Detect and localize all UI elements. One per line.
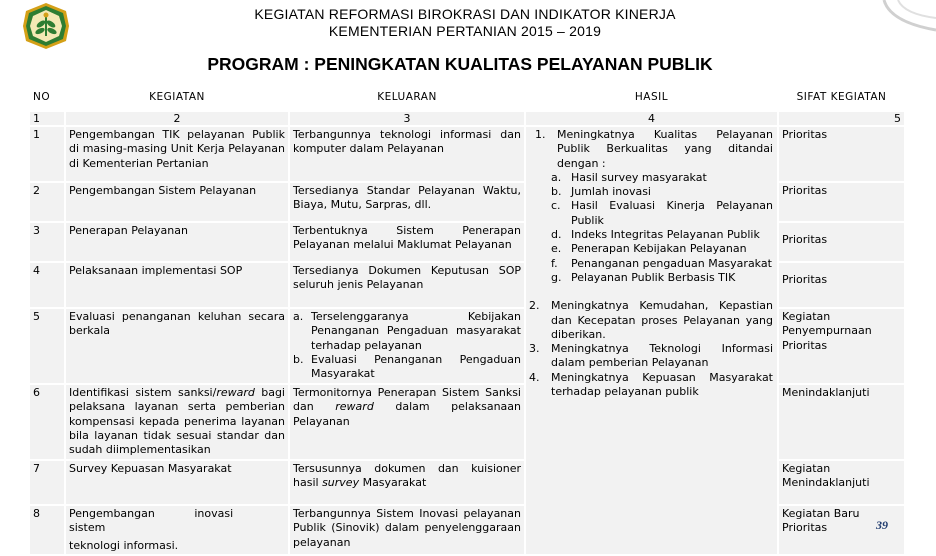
keluaran-cell: Terbentuknya Sistem Penerapan Pelayanan melalui Maklumat Pelayanan [289, 222, 525, 262]
sifat-cell: Kegiatan Penyempurnaan Prioritas [778, 308, 905, 384]
hasil-item-text: Meningkatnya Kepuasan Masyarakat terhadap pelayanan publik [551, 370, 773, 399]
col-header-keluaran: KELUARAN [289, 83, 525, 111]
hasil-subitem: g. Pelayanan Publik Berbasis TIK [551, 270, 736, 284]
keluaran-cell: Termonitornya Penerapan Sistem Sanksi dan reward dalam pelaksanaan Pelayanan [289, 384, 525, 460]
hasil-cell [525, 126, 778, 555]
row-number: 4 [29, 262, 65, 308]
hasil-item [529, 299, 773, 342]
row-number: 5 [29, 308, 65, 384]
row-number: 3 [29, 222, 65, 262]
kegiatan-cell: Identifikasi sistem sanksi/reward bagi pelaksana layanan serta pemberian kompensasi kepada penerima layanan bila layanan tidak sesuai standar dan sudah diimplementasikan [65, 384, 289, 460]
kegiatan-cell: Evaluasi penanganan keluhan secara berkala [65, 308, 289, 384]
hasil-item-number: 3. [529, 342, 540, 356]
kegiatan-cell: Pengembangan inovasi sistem teknologi informasi. [65, 505, 289, 555]
ministry-title [140, 6, 790, 40]
sifat-cell: Prioritas [778, 222, 905, 262]
sifat-cell: Menindaklanjuti [778, 384, 905, 460]
sifat-cell: Prioritas [778, 182, 905, 222]
sifat-cell: Kegiatan Menindaklanjuti [778, 460, 905, 505]
col-header-no: NO [29, 83, 65, 111]
activity-table [28, 82, 906, 556]
row-number: 2 [29, 182, 65, 222]
sifat-cell: Kegiatan Baru Prioritas [778, 505, 905, 555]
hasil-item [529, 128, 773, 171]
row-number: 1 [29, 126, 65, 182]
decorative-corner-shape [876, 0, 936, 42]
row-number: 8 [29, 505, 65, 555]
header-row [29, 83, 905, 111]
hasil-subitem: d. Indeks Integritas Pelayanan Publik [551, 228, 760, 242]
kementan-logo-icon [22, 2, 70, 50]
col-header-sifat: SIFAT KEGIATAN [778, 83, 905, 111]
col-header-hasil: HASIL [525, 83, 778, 111]
sifat-cell: Prioritas [778, 126, 905, 182]
title-line-2: KEMENTERIAN PERTANIAN 2015 – 2019 [328, 23, 602, 39]
keluaran-cell: Terbangunnya teknologi informasi dan komputer dalam Pelayanan [289, 126, 525, 182]
hasil-item [529, 342, 773, 371]
hasil-subitem: e. Penerapan Kebijakan Pelayanan [551, 242, 747, 256]
keluaran-cell: Terbangunnya Sistem Inovasi pelayanan Publik (Sinovik) dalam penyelenggaraan pelayanan [289, 505, 525, 555]
hasil-item-number: 2. [529, 299, 540, 313]
table-row [29, 126, 905, 182]
hasil-item-text: Meningkatnya Kualitas Pelayanan Publik Berkualitas yang ditandai dengan : [557, 128, 773, 170]
keluaran-cell [289, 308, 525, 384]
kegiatan-cell: Pelaksanaan implementasi SOP [65, 262, 289, 308]
kegiatan-cell: Pengembangan Sistem Pelayanan [65, 182, 289, 222]
hasil-subitem: b. Jumlah inovasi [551, 185, 651, 199]
hasil-item-number: 4. [529, 370, 540, 384]
keluaran-cell: Tersedianya Standar Pelayanan Waktu, Biaya, Mutu, Sarpras, dll. [289, 182, 525, 222]
row-number: 6 [29, 384, 65, 460]
kegiatan-cell: Survey Kepuasan Masyarakat [65, 460, 289, 505]
hasil-subitem: c. Hasil Evaluasi Kinerja Pelayanan Publik [551, 199, 773, 227]
hasil-item-text: Meningkatnya Kemudahan, Kepastian dan Kecepatan proses Pelayanan yang diberikan. [551, 299, 773, 341]
column-number-row [29, 111, 905, 126]
hasil-item-number: 1. [535, 128, 546, 141]
hasil-item-text: Meningkatnya Teknologi Informasi dalam pemberian Pelayanan [551, 342, 773, 370]
hasil-subitem: a. Hasil survey masyarakat [551, 170, 707, 184]
keluaran-subitem: a. Terselenggaranya Kebijakan Penanganan Pengaduan masyarakat terhadap pelayanan [293, 310, 521, 352]
keluaran-cell: Tersusunnya dokumen dan kuisioner hasil survey Masyarakat [289, 460, 525, 505]
col-number-5: 5 [778, 111, 905, 126]
program-title: PROGRAM : PENINGKATAN KUALITAS PELAYANAN PUBLIK [207, 54, 713, 74]
page-number: 39 [876, 518, 888, 532]
hasil-subitem: f. Penanganan pengaduan Masyarakat [551, 256, 772, 270]
col-number-2: 2 [65, 111, 289, 126]
keluaran-cell: Tersedianya Dokumen Keputusan SOP seluruh jenis Pelayanan [289, 262, 525, 308]
row-number: 7 [29, 460, 65, 505]
col-number-3: 3 [289, 111, 525, 126]
col-number-1: 1 [29, 111, 65, 126]
kegiatan-cell: Pengembangan TIK pelayanan Publik di masing-masing Unit Kerja Pelayanan di Kementerian Pertanian [65, 126, 289, 182]
keluaran-subitem: b. Evaluasi Penanganan Pengaduan Masyarakat [293, 352, 521, 381]
title-line-1: KEGIATAN REFORMASI BIROKRASI DAN INDIKATOR KINERJA [254, 6, 676, 22]
col-number-4: 4 [525, 111, 778, 126]
hasil-item [529, 371, 773, 400]
kegiatan-cell: Penerapan Pelayanan [65, 222, 289, 262]
col-header-kegiatan: KEGIATAN [65, 83, 289, 111]
sifat-cell: Prioritas [778, 262, 905, 308]
